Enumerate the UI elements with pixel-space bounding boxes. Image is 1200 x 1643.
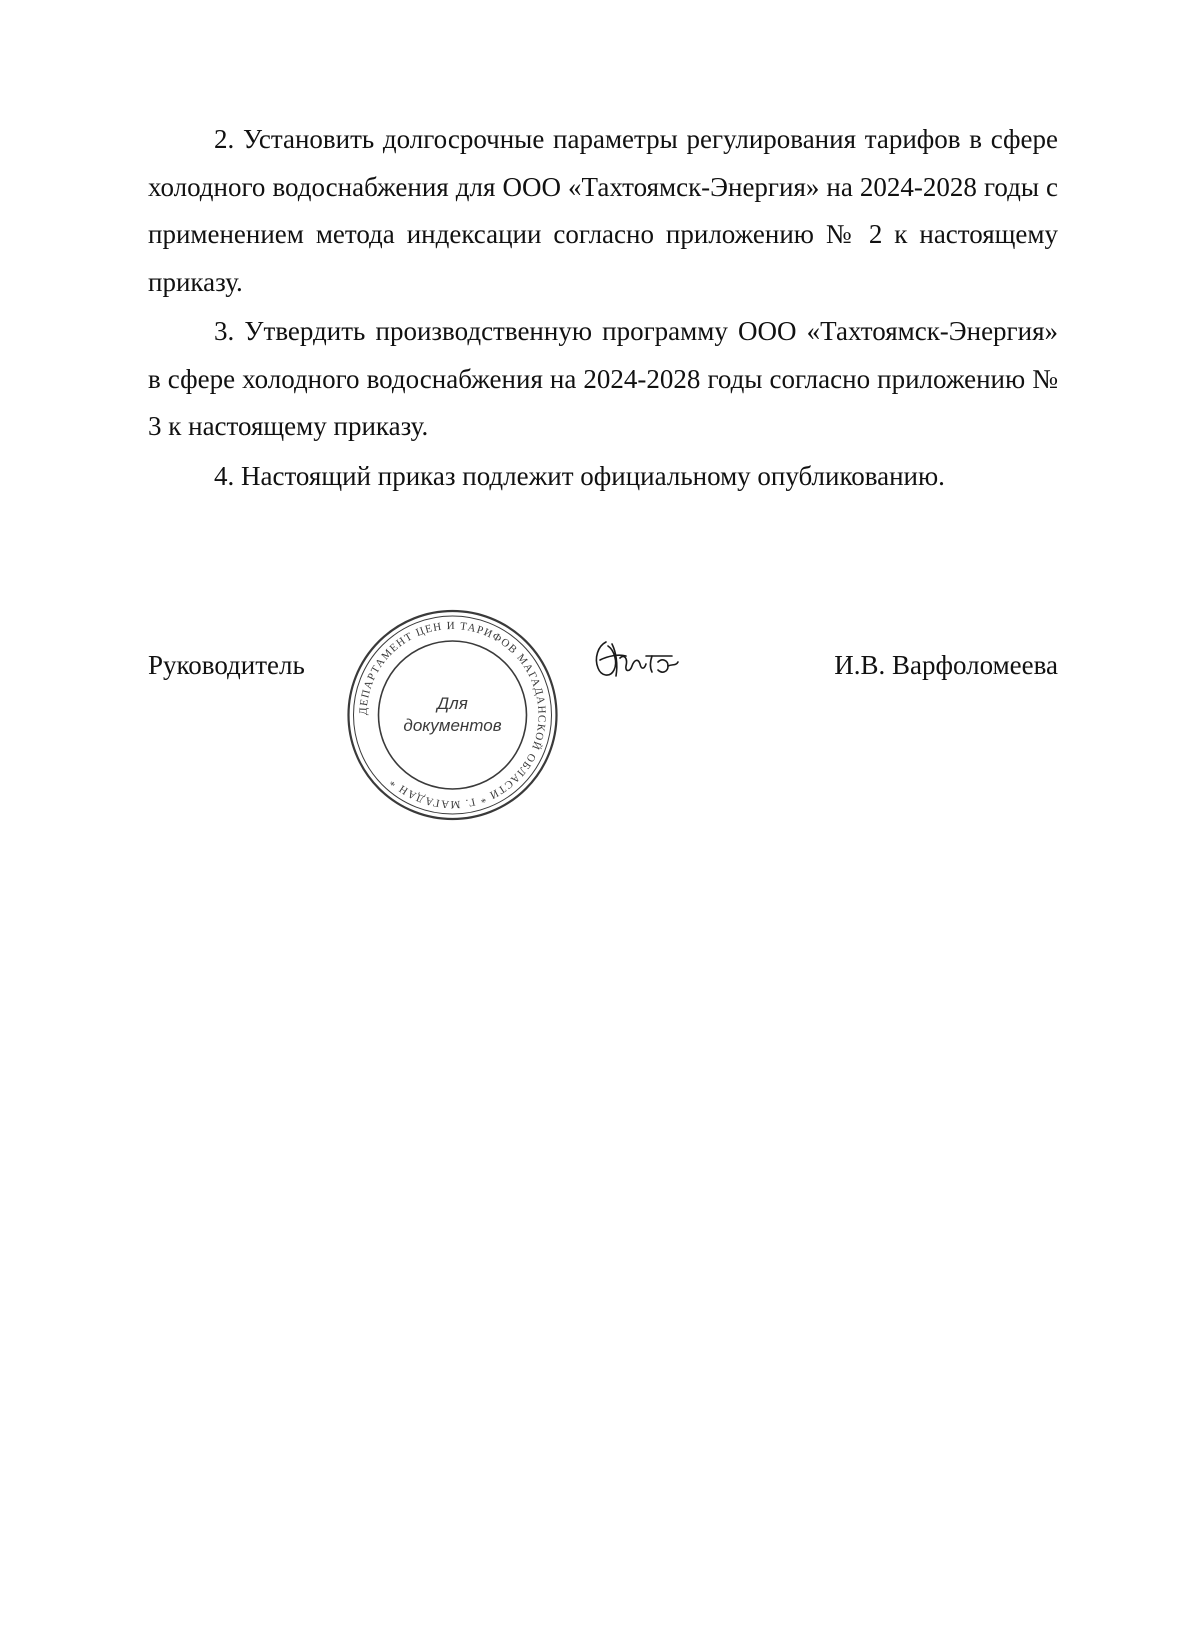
document-body [148,116,1058,500]
stamp-center-line1: Для [437,694,468,713]
official-stamp [340,605,565,825]
paragraph-3: 3. Утвердить производственную программу ООО «Тахтоямск-Энергия» в сфере холодного водоснабжения на 2024-2028 годы согласно приложению № 3 к настоящему приказу. [148,316,1058,441]
handwritten-signature [588,636,688,684]
stamp-center-line2: документов [403,716,502,735]
paragraph-4: 4. Настоящий приказ подлежит официальному опубликованию. [214,460,945,491]
signer-name: И.В. Варфоломеева [834,650,1058,680]
paragraph-2: 2. Установить долгосрочные параметры регулирования тарифов в сфере холодного водоснабжения для ООО «Тахтоямск-Энергия» на 2024-2028 годы с применением метода индексации согласно приложению № 2 к настоящему приказу. [148,124,1058,297]
signer-position: Руководитель [148,650,305,680]
stamp-ring-text: ДЕПАРТАМЕНТ ЦЕН И ТАРИФОВ МАГАДАНСКОЙ ОБЛАСТИ * Г. МАГАДАН * [357,619,548,811]
